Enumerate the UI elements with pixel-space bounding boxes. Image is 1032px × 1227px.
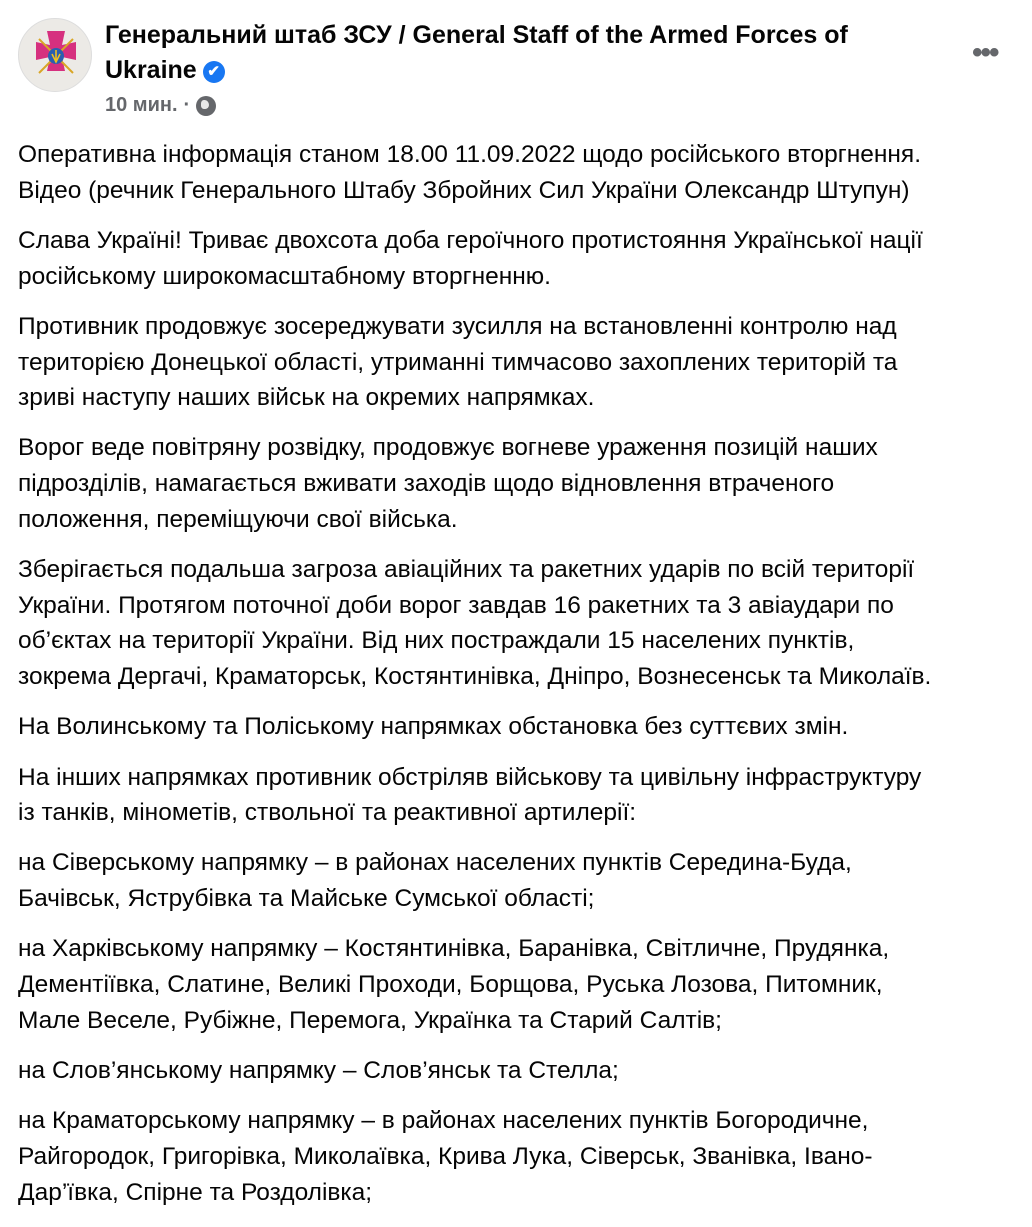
post-paragraph	[18, 931, 931, 1038]
post-paragraph	[18, 709, 931, 745]
paragraph-line: На інших напрямках противник обстріляв військову та цивільну інфраструктуру	[18, 763, 922, 791]
paragraph-line: Дементіївка, Слатине, Великі Проходи, Борщова, Руська Лозова, Питомник,	[18, 971, 883, 999]
paragraph-line: на Харківському напрямку – Костянтинівка, Баранівка, Світличне, Прудянка,	[18, 935, 890, 963]
paragraph-line: Оперативна інформація станом 18.00 11.09.2022 щодо російського вторгнення.	[18, 141, 921, 168]
paragraph-line: Дар’ївка, Спірне та Роздолівка;	[18, 1178, 373, 1206]
post-meta	[105, 94, 216, 117]
post-paragraph	[18, 845, 931, 916]
paragraph-line: Ворог веде повітряну розвідку, продовжує вогневе ураження позицій наших	[18, 434, 878, 462]
paragraph-line: на Краматорському напрямку – в районах населених пунктів Богородичне,	[18, 1107, 869, 1135]
paragraph-line: України. Протягом поточної доби ворог завдав 16 ракетних та 3 авіаудари по	[18, 591, 894, 619]
paragraph-line: зриві наступу наших військ на окремих напрямках.	[18, 384, 595, 412]
paragraph-line: Райгородок, Григорівка, Миколаївка, Крива Лука, Сіверськ, Званівка, Івано-	[18, 1142, 873, 1170]
post-paragraph	[18, 552, 931, 695]
paragraph-line: положення, переміщуючи свої війська.	[18, 505, 458, 533]
paragraph-line: На Волинському та Поліському напрямках обстановка без суттєвих змін.	[18, 713, 849, 741]
page-avatar[interactable]	[18, 18, 92, 92]
paragraph-line: Відео (речник Генерального Штабу Збройних Сил України Олександр Штупун)	[18, 176, 910, 204]
meta-separator: ·	[183, 94, 191, 116]
post-paragraph	[18, 309, 931, 416]
post-paragraph	[18, 1103, 931, 1210]
post-paragraph	[18, 430, 931, 537]
paragraph-line: зокрема Дергачі, Краматорськ, Костянтинівка, Дніпро, Вознесенськ та Миколаїв.	[18, 663, 932, 691]
post-header	[0, 0, 1032, 130]
paragraph-line: об’єктах на території України. Від них постраждали 15 населених пунктів,	[18, 627, 855, 655]
emblem-icon	[19, 19, 92, 92]
more-options-icon[interactable]: •••	[972, 36, 998, 69]
post-paragraph	[18, 1053, 931, 1089]
post-timestamp[interactable]: 10 мин.	[105, 94, 178, 116]
paragraph-line: на Слов’янському напрямку – Слов’янськ та Стелла;	[18, 1056, 619, 1084]
paragraph-line: підрозділів, намагається вживати заходів щодо відновлення втраченого	[18, 470, 835, 498]
paragraph-line: на Сіверському напрямку – в районах населених пунктів Середина-Буда,	[18, 849, 852, 877]
paragraph-line: російському широкомасштабному вторгненню.	[18, 262, 551, 290]
paragraph-line: територією Донецької області, утриманні тимчасово захоплених територій та	[18, 348, 898, 376]
paragraph-line: із танків, мінометів, ствольної та реактивної артилерії:	[18, 799, 637, 827]
paragraph-line: Слава Україні! Триває двохсота доба героїчного протистояння Української нації	[18, 226, 923, 254]
post-body	[18, 137, 931, 1225]
author-name-line1: Генеральний штаб ЗСУ / General Staff of the Armed Forces of	[105, 21, 848, 49]
author-name-line2: Ukraine	[105, 56, 197, 84]
paragraph-line: Бачівськ, Яструбівка та Майське Сумської області;	[18, 885, 595, 913]
post-paragraph	[18, 760, 931, 831]
author-name[interactable]	[105, 18, 905, 88]
paragraph-line: Зберігається подальша загроза авіаційних та ракетних ударів по всій території	[18, 556, 915, 584]
verified-badge-icon: ✔	[203, 61, 225, 83]
paragraph-line: Мале Веселе, Рубіжне, Перемога, Українка та Старий Салтів;	[18, 1006, 722, 1034]
post-paragraph	[18, 223, 931, 294]
paragraph-line: Противник продовжує зосереджувати зусилля на встановленні контролю над	[18, 312, 897, 340]
post-paragraph	[18, 137, 931, 208]
globe-icon[interactable]	[196, 96, 216, 116]
author-name-line2-wrap	[105, 53, 905, 88]
